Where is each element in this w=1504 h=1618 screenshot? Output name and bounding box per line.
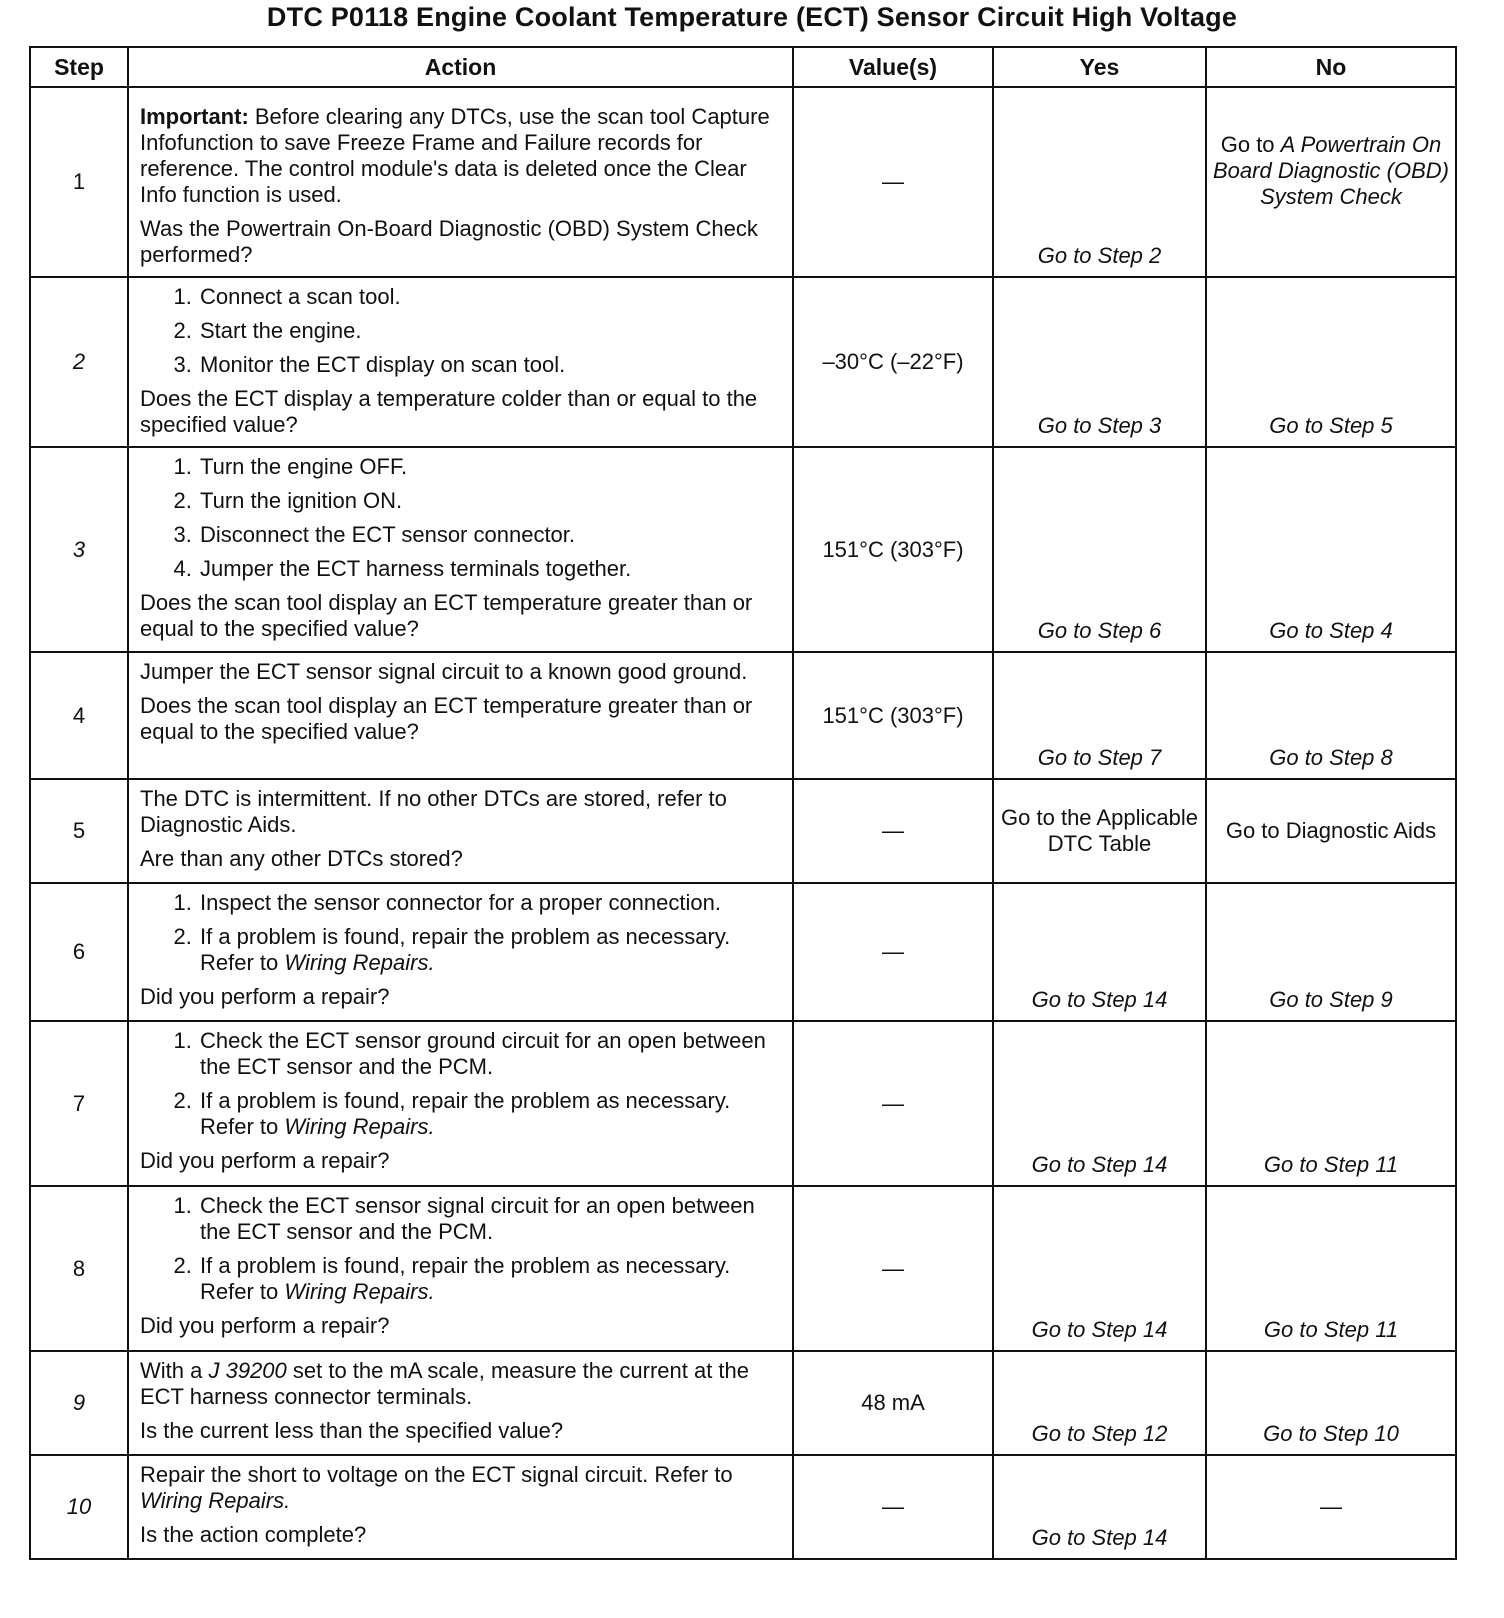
no-reference: A Powertrain On Board Diagnostic (OBD) System Check <box>1213 132 1449 209</box>
yes-cell: Go to Step 7 <box>993 652 1206 779</box>
no-cell: Go to Step 11 <box>1206 1021 1456 1186</box>
action-text-prefix: With a <box>140 1358 209 1383</box>
step-number: 9 <box>30 1351 128 1455</box>
action-cell <box>128 1455 793 1559</box>
table-row <box>30 652 1456 779</box>
table-header-row <box>30 47 1456 87</box>
action-cell <box>128 883 793 1021</box>
no-cell: Go to Step 9 <box>1206 883 1456 1021</box>
action-question: Is the action complete? <box>140 1522 367 1547</box>
value-cell: — <box>793 1021 993 1186</box>
table-row <box>30 447 1456 652</box>
action-question: Was the Powertrain On-Board Diagnostic (OBD) System Check performed? <box>140 216 758 267</box>
wiring-repairs-reference: Wiring Repairs. <box>140 1488 291 1513</box>
action-list-item: 3. Disconnect the ECT sensor connector. <box>198 522 784 548</box>
value-cell: — <box>793 1186 993 1351</box>
action-text <box>140 1462 784 1514</box>
table-row <box>30 277 1456 447</box>
action-question: Does the scan tool display an ECT temperature greater than or equal to the specified value? <box>140 693 753 744</box>
table-row <box>30 87 1456 277</box>
value-cell: 151°C (303°F) <box>793 447 993 652</box>
yes-cell: Go to Step 12 <box>993 1351 1206 1455</box>
yes-cell: Go to Step 14 <box>993 1455 1206 1559</box>
important-text: Before clearing any DTCs, use the scan tool Capture Infofunction to save Freeze Frame and Failure records for reference. The control module's data is deleted once the Clear Info function is used. <box>140 104 770 207</box>
header-no: No <box>1206 47 1456 87</box>
yes-cell: Go to the Applicable DTC Table <box>993 779 1206 883</box>
action-text <box>140 1358 784 1410</box>
no-prefix: Go to <box>1220 132 1281 157</box>
no-cell: Go to Step 11 <box>1206 1186 1456 1351</box>
no-cell <box>1206 87 1456 277</box>
step-number: 1 <box>30 87 128 277</box>
action-cell <box>128 1186 793 1351</box>
value-cell: 151°C (303°F) <box>793 652 993 779</box>
action-list-item: 1. Inspect the sensor connector for a proper connection. <box>198 890 784 916</box>
action-list-item: 1. Check the ECT sensor ground circuit for an open between the ECT sensor and the PCM. <box>198 1028 784 1080</box>
action-question: Did you perform a repair? <box>140 984 390 1009</box>
action-list <box>140 284 784 378</box>
important-label: Important: <box>140 104 249 129</box>
action-list-item: 1. Check the ECT sensor signal circuit for an open between the ECT sensor and the PCM. <box>198 1193 784 1245</box>
step-number: 5 <box>30 779 128 883</box>
action-question: Did you perform a repair? <box>140 1313 390 1338</box>
yes-cell: Go to Step 2 <box>993 87 1206 277</box>
diagnostic-table <box>29 46 1457 1560</box>
action-question: Does the scan tool display an ECT temperature greater than or equal to the specified value? <box>140 590 753 641</box>
header-values: Value(s) <box>793 47 993 87</box>
step-number: 7 <box>30 1021 128 1186</box>
step-number: 10 <box>30 1455 128 1559</box>
no-cell: Go to Step 5 <box>1206 277 1456 447</box>
no-cell: Go to Step 8 <box>1206 652 1456 779</box>
header-action: Action <box>128 47 793 87</box>
action-list-item: 1. Turn the engine OFF. <box>198 454 784 480</box>
step-number: 2 <box>30 277 128 447</box>
step-number: 3 <box>30 447 128 652</box>
action-text-prefix: Repair the short to voltage on the ECT signal circuit. Refer to <box>140 1462 733 1487</box>
value-cell: 48 mA <box>793 1351 993 1455</box>
action-list <box>140 454 784 582</box>
step-number: 4 <box>30 652 128 779</box>
action-list-item: 2. Start the engine. <box>198 318 784 344</box>
header-yes: Yes <box>993 47 1206 87</box>
action-list-item-text: If a problem is found, repair the problem as necessary. Refer to <box>200 1088 731 1139</box>
action-list-item <box>198 924 784 976</box>
action-list <box>140 1193 784 1305</box>
value-cell: — <box>793 87 993 277</box>
wiring-repairs-reference: Wiring Repairs. <box>284 1279 435 1304</box>
action-text-suffix: set to the mA scale, measure the current at the ECT harness connector terminals. <box>140 1358 750 1409</box>
action-question: Did you perform a repair? <box>140 1148 390 1173</box>
value-cell: –30°C (–22°F) <box>793 277 993 447</box>
value-cell: — <box>793 779 993 883</box>
action-list-item: 1. Connect a scan tool. <box>198 284 784 310</box>
action-cell <box>128 447 793 652</box>
table-row <box>30 779 1456 883</box>
yes-cell: Go to Step 3 <box>993 277 1206 447</box>
action-cell <box>128 87 793 277</box>
no-cell: Go to Diagnostic Aids <box>1206 779 1456 883</box>
action-list-item <box>198 1253 784 1305</box>
table-row <box>30 1021 1456 1186</box>
action-cell <box>128 779 793 883</box>
step-number: 6 <box>30 883 128 1021</box>
action-list-item-text: If a problem is found, repair the problem as necessary. Refer to <box>200 924 731 975</box>
action-question: Are than any other DTCs stored? <box>140 846 463 871</box>
action-cell <box>128 277 793 447</box>
action-list <box>140 890 784 976</box>
yes-cell: Go to Step 6 <box>993 447 1206 652</box>
wiring-repairs-reference: Wiring Repairs. <box>284 950 435 975</box>
no-cell: — <box>1206 1455 1456 1559</box>
action-list-item: 2. Turn the ignition ON. <box>198 488 784 514</box>
yes-cell: Go to Step 14 <box>993 1186 1206 1351</box>
action-list-item-text: If a problem is found, repair the problem as necessary. Refer to <box>200 1253 731 1304</box>
tool-reference: J 39200 <box>208 1358 287 1383</box>
action-text: Jumper the ECT sensor signal circuit to a known good ground. <box>140 659 748 684</box>
wiring-repairs-reference: Wiring Repairs. <box>284 1114 435 1139</box>
table-row <box>30 1351 1456 1455</box>
table-row <box>30 1455 1456 1559</box>
action-cell <box>128 1021 793 1186</box>
header-step: Step <box>30 47 128 87</box>
action-list-item: 4. Jumper the ECT harness terminals together. <box>198 556 784 582</box>
yes-cell: Go to Step 14 <box>993 1021 1206 1186</box>
action-list <box>140 1028 784 1140</box>
action-text: The DTC is intermittent. If no other DTCs are stored, refer to Diagnostic Aids. <box>140 786 727 837</box>
action-question: Is the current less than the specified value? <box>140 1418 564 1443</box>
page-title: DTC P0118 Engine Coolant Temperature (ECT) Sensor Circuit High Voltage <box>266 2 1238 32</box>
yes-cell: Go to Step 14 <box>993 883 1206 1021</box>
no-cell: Go to Step 10 <box>1206 1351 1456 1455</box>
table-row <box>30 1186 1456 1351</box>
action-cell <box>128 1351 793 1455</box>
no-cell: Go to Step 4 <box>1206 447 1456 652</box>
action-list-item <box>198 1088 784 1140</box>
step-number: 8 <box>30 1186 128 1351</box>
table-row <box>30 883 1456 1021</box>
action-question: Does the ECT display a temperature colder than or equal to the specified value? <box>140 386 758 437</box>
important-note <box>140 104 784 208</box>
action-list-item: 3. Monitor the ECT display on scan tool. <box>198 352 784 378</box>
value-cell: — <box>793 883 993 1021</box>
action-cell <box>128 652 793 779</box>
value-cell: — <box>793 1455 993 1559</box>
